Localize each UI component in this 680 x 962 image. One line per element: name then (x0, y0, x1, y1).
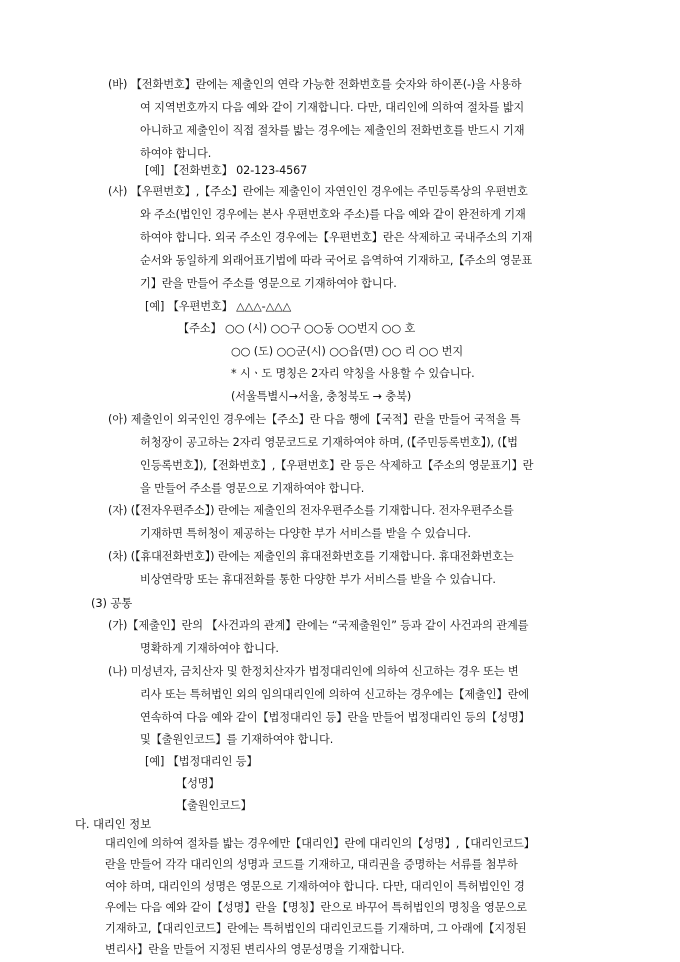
text-line: ○○ (도) ○○군(시) ○○읍(면) ○○ 리 ○○ 번지 (231, 345, 464, 358)
text-line: [예] 【우편번호】 △△△-△△△ (145, 300, 292, 313)
text-line: 연속하여 다음 예와 같이【법정대리인 등】란을 만들어 법정대리인 등의【성명】 (140, 711, 530, 724)
text-line: (바) 【전화번호】란에는 제출인의 연락 가능한 전화번호를 숫자와 하이폰(-)을 사용하 (108, 78, 522, 91)
text-line: (나) 미성년자, 금치산자 및 한정치산자가 법정대리인에 의하여 신고하는 경우 또는 변 (108, 665, 519, 678)
text-line: 우에는 다음 예와 같이【성명】란을【명칭】란으로 바꾸어 특허법인의 명칭을 영문으로 (105, 900, 527, 914)
text-line: 허청장이 공고하는 2자리 영문코드로 기재하여야 하며, (【주민등록번호】), (【법 (140, 436, 518, 449)
text-line: 및【출원인코드】를 기재하여야 합니다. (140, 733, 334, 746)
text-line: (가)【제출인】란의 【사건과의 관계】란에는 “국제출원인” 등과 같이 사건과의 관계를 (108, 619, 529, 632)
text-line: 대리인에 의하여 절차를 밟는 경우에만【대리인】란에 대리인의【성명】,【대리인코드】 (105, 837, 535, 851)
text-line: [예] 【전화번호】 02-123-4567 (145, 164, 308, 177)
text-line: 【성명】 (176, 777, 220, 790)
text-line: 여 지역번호까지 다음 예와 같이 기재합니다. 다만, 대리인에 의하여 절차를 밟지 (140, 101, 525, 114)
text-line: 아니하고 제출인이 직접 절차를 밟는 경우에는 제출인의 전화번호를 반드시 기재 (140, 124, 525, 137)
text-line: 【출원인코드】 (176, 799, 252, 812)
text-line: 명확하게 기재하여야 합니다. (140, 642, 279, 655)
text-line: 리사 또는 특허법인 외의 임의대리인에 의하여 신고하는 경우에는【제출인】란에 (140, 688, 529, 701)
text-line: (차) (【휴대전화번호】) 란에는 제출인의 휴대전화번호를 기재합니다. 휴대전화번호는 (108, 550, 514, 563)
text-line: 여야 하며, 대리인의 성명은 영문으로 기재하여야 합니다. 다만, 대리인이 특허법인인 경 (105, 879, 525, 893)
text-line: 기】란을 만들어 주소를 영문으로 기재하여야 합니다. (140, 277, 397, 290)
text-line: * 시ㆍ도 명칭은 2자리 약칭을 사용할 수 있습니다. (231, 367, 475, 380)
text-line: 을 만들어 주소를 영문으로 기재하여야 합니다. (140, 482, 365, 495)
text-line: 와 주소(법인인 경우에는 본사 우편번호와 주소)를 다음 예와 같이 완전하게 기재 (140, 208, 526, 221)
text-line: 란을 만들어 각각 대리인의 성명과 코드를 기재하고, 대리권을 증명하는 서류를 첨부하 (105, 858, 518, 872)
text-line: 인등록번호】),【전화번호】,【우편번호】란 등은 삭제하고【주소의 영문표기】란 (140, 459, 534, 472)
text-line: (사) 【우편번호】,【주소】란에는 제출인이 자연인인 경우에는 주민등록상의 우편번호 (108, 185, 528, 198)
text-line: [예] 【법정대리인 등】 (145, 755, 258, 768)
text-line: 순서와 동일하게 외래어표기법에 따라 국어로 음역하여 기재하고,【주소의 영문표 (140, 254, 533, 267)
text-line: (자) (【전자우편주소】) 란에는 제출인의 전자우편주소를 기재합니다. 전자우편주소를 (108, 504, 514, 517)
text-line: 기재하면 특허청이 제공하는 다양한 부가 서비스를 받을 수 있습니다. (140, 527, 471, 540)
text-line: 하여야 합니다. (140, 147, 212, 160)
text-line: 변리사】란을 만들어 지정된 변리사의 영문성명을 기재합니다. (105, 943, 405, 956)
text-line: 비상연락망 또는 휴대전화를 통한 다양한 부가 서비스를 받을 수 있습니다. (140, 573, 496, 586)
text-line: 기재하고,【대리인코드】란에는 특허법인의 대리인코드를 기재하며, 그 아래에【지정된 (105, 921, 527, 935)
text-line: 하여야 합니다. 외국 주소인 경우에는【우편번호】란은 삭제하고 국내주소의 기재 (140, 231, 533, 244)
text-line: (아) 제출인이 외국인인 경우에는【주소】란 다음 행에【국적】란을 만들어 국적을 특 (108, 413, 521, 426)
section-heading: 다. 대리인 정보 (75, 817, 151, 832)
text-line: (서울특별시→서울, 충청북도 → 충북) (231, 390, 412, 403)
text-line: 【주소】 ○○ (시) ○○구 ○○동 ○○번지 ○○ 호 (178, 322, 416, 335)
section-heading: (3) 공통 (91, 596, 133, 610)
